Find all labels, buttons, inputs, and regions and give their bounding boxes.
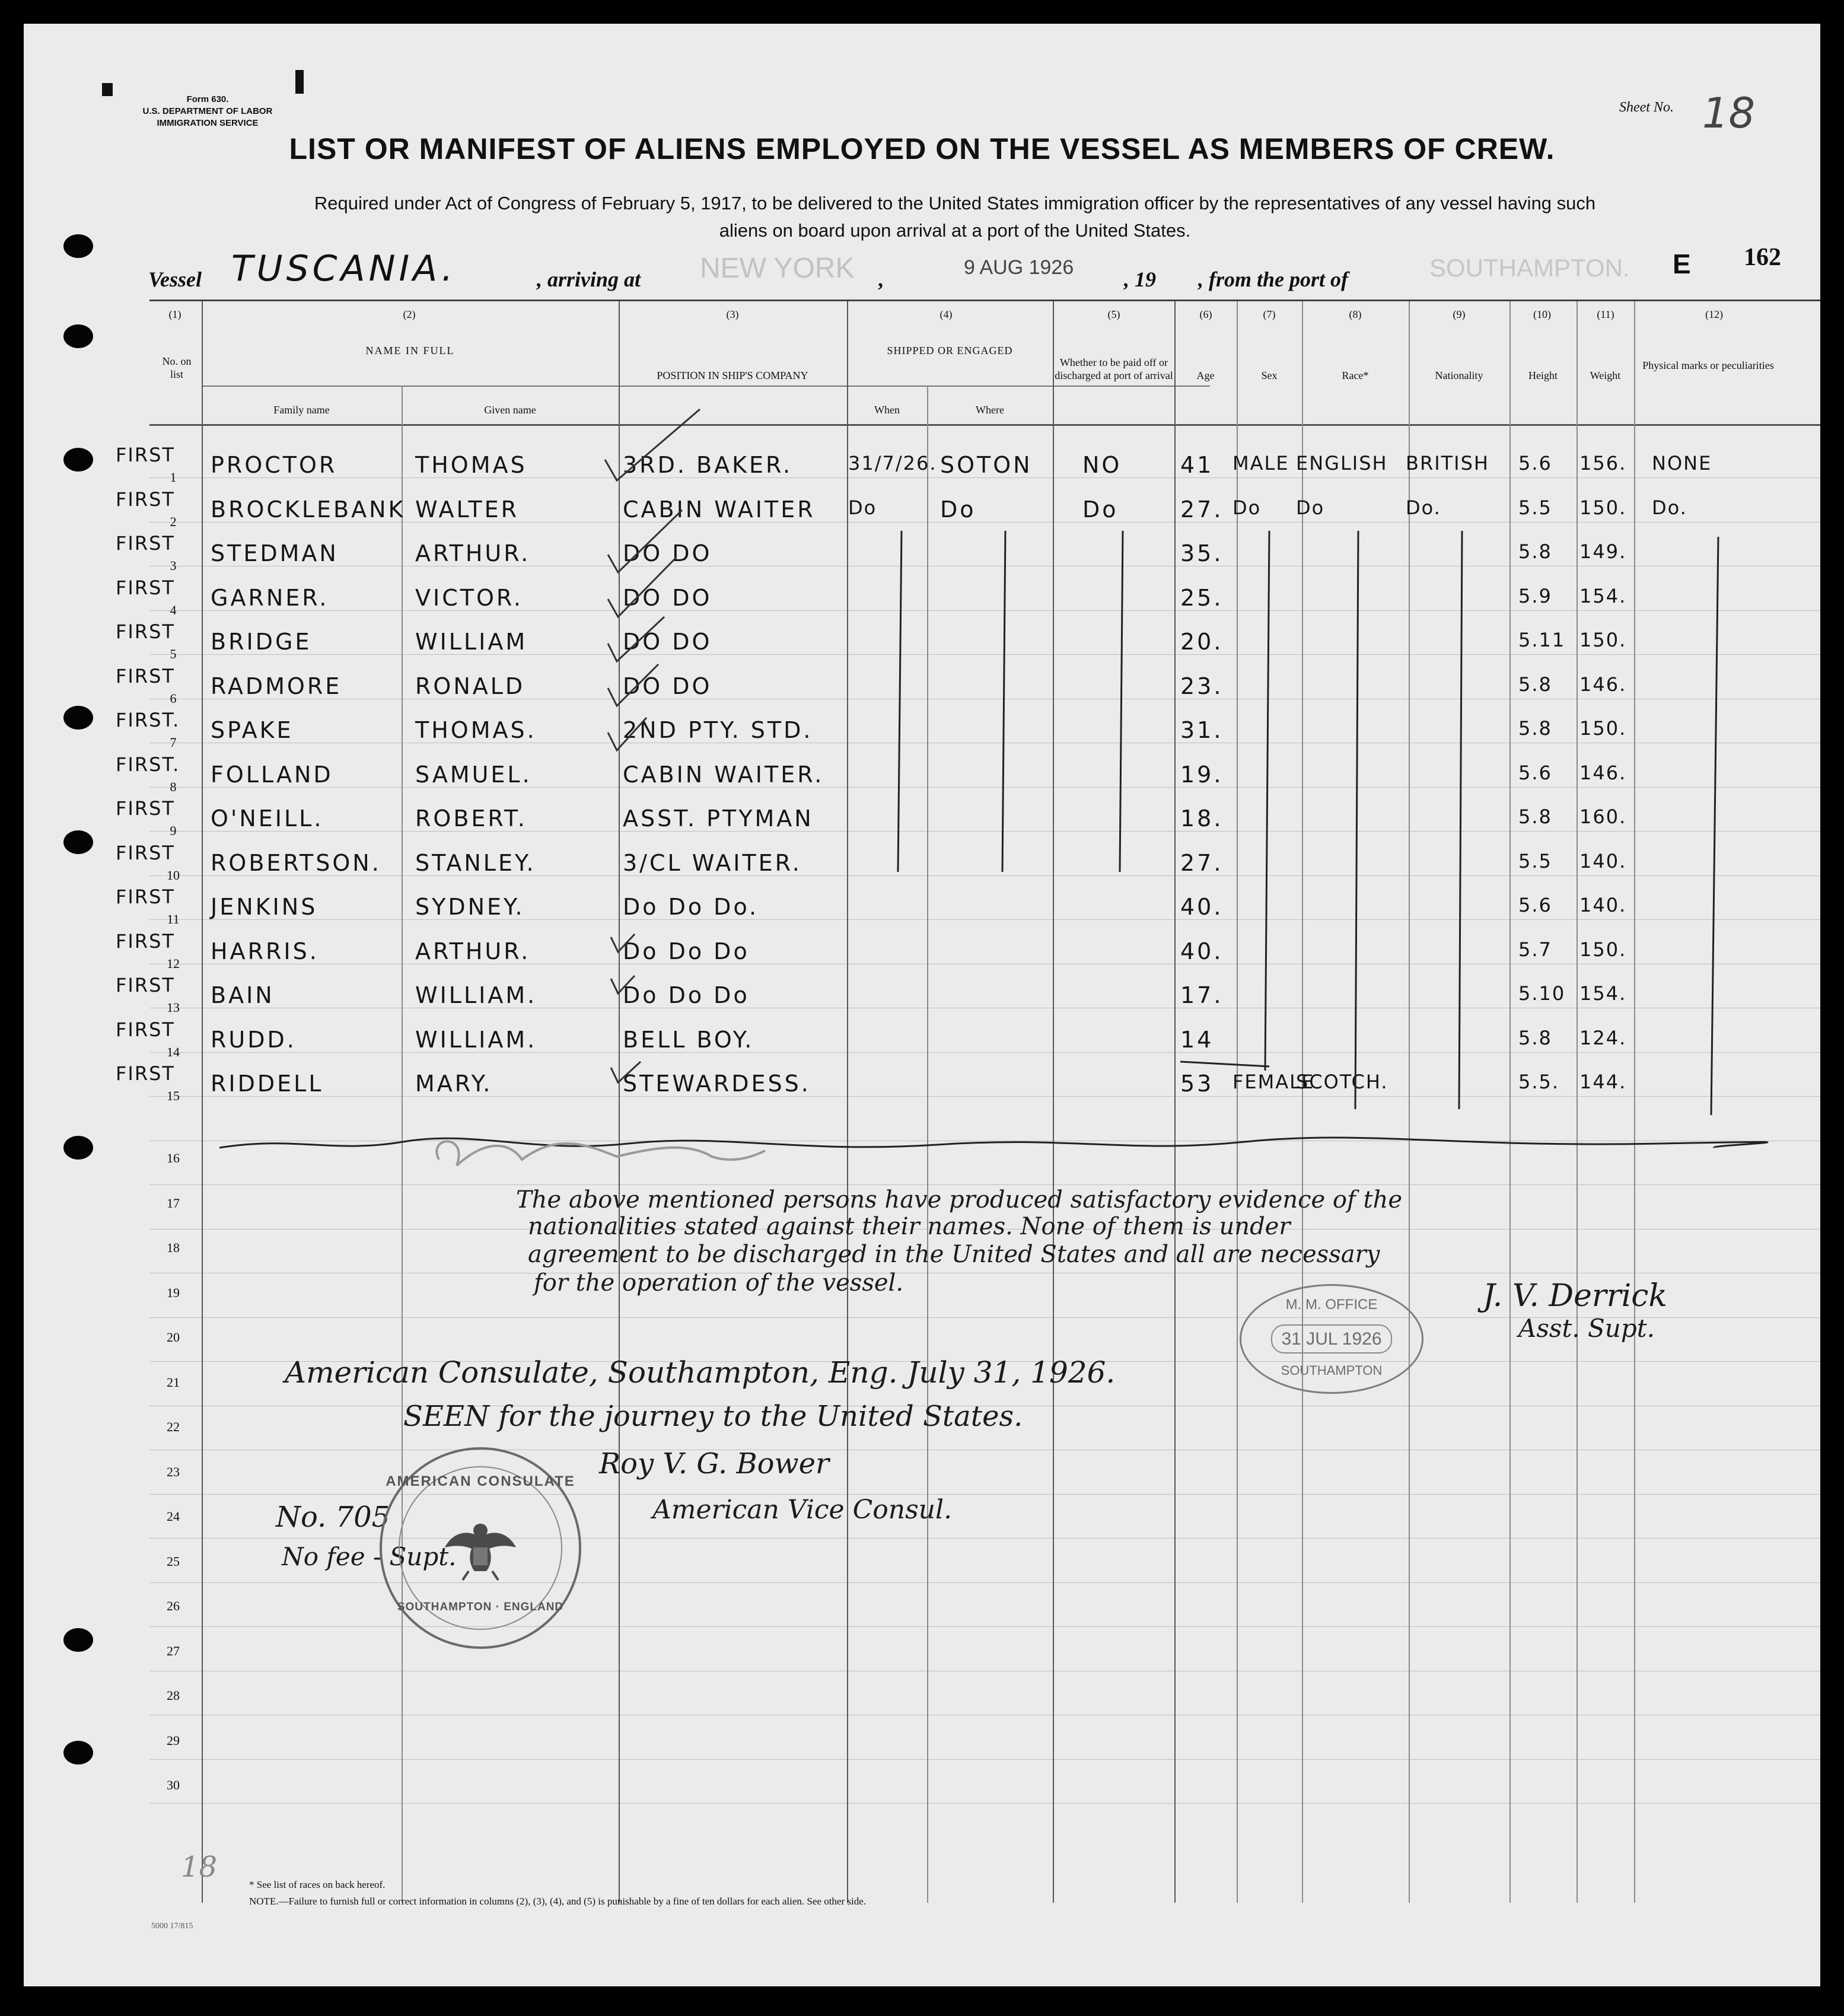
header-race: Race* bbox=[1342, 370, 1369, 381]
weight: 146. bbox=[1579, 673, 1627, 696]
arriving-label: , arriving at bbox=[537, 267, 641, 291]
row-number: 1 bbox=[170, 470, 177, 485]
age: 40. bbox=[1180, 894, 1224, 920]
position: DO DO bbox=[623, 584, 712, 611]
nationality: BRITISH bbox=[1406, 452, 1489, 474]
sex: FEMALE bbox=[1232, 1071, 1315, 1093]
height: 5.11 bbox=[1518, 629, 1566, 651]
age: 31. bbox=[1180, 717, 1224, 743]
weight: 150. bbox=[1579, 629, 1627, 651]
position: CABIN WAITER bbox=[623, 496, 816, 523]
family-name: O'NEILL. bbox=[211, 805, 324, 832]
age: 40. bbox=[1180, 938, 1224, 964]
height: 5.8 bbox=[1518, 540, 1552, 563]
sheet-number-label: Sheet No. bbox=[1619, 100, 1674, 115]
position: Do Do Do. bbox=[623, 894, 759, 920]
superintendent-signature: J. V. Derrick bbox=[1483, 1278, 1667, 1314]
position: DO DO bbox=[623, 540, 712, 566]
position: 3RD. BAKER. bbox=[623, 452, 793, 478]
family-name: JENKINS bbox=[211, 894, 318, 920]
family-name: BROCKLEBANK bbox=[211, 496, 406, 523]
office-stamp-top: M. M. OFFICE bbox=[1285, 1297, 1378, 1313]
given-name: MARY. bbox=[415, 1071, 493, 1097]
declaration-line: The above mentioned persons have produced satisfactory evidence of the bbox=[516, 1186, 1403, 1214]
header-paid-off: Whether to be paid off or discharged at port of arrival bbox=[1055, 356, 1173, 381]
age: 27. bbox=[1180, 849, 1224, 876]
empty-row-number: 26 bbox=[167, 1598, 180, 1613]
given-name: ROBERT. bbox=[415, 805, 527, 832]
empty-row-number: 23 bbox=[167, 1464, 180, 1479]
header-position: POSITION IN SHIP'S COMPANY bbox=[657, 370, 808, 381]
column-number: (11) bbox=[1597, 308, 1614, 320]
from-port-label: , from the port of bbox=[1198, 267, 1349, 291]
column-number: (7) bbox=[1263, 308, 1276, 320]
list-code: E bbox=[1673, 249, 1691, 279]
department: U.S. DEPARTMENT OF LABOR bbox=[142, 106, 273, 116]
row-number: 7 bbox=[170, 735, 177, 750]
consulate-line: American Consulate, Southampton, Eng. July 31, 1926. bbox=[285, 1355, 1116, 1390]
weight: 149. bbox=[1579, 540, 1627, 563]
family-name: FOLLAND bbox=[211, 761, 333, 788]
empty-row-number: 25 bbox=[167, 1553, 180, 1569]
paid-off: Do bbox=[1082, 496, 1119, 523]
height: 5.8 bbox=[1518, 1026, 1552, 1049]
weight: 156. bbox=[1579, 452, 1627, 474]
office-stamp-date: 31 JUL 1926 bbox=[1271, 1324, 1392, 1353]
empty-row-number: 21 bbox=[167, 1374, 180, 1390]
weight: 146. bbox=[1579, 761, 1627, 784]
weight: 160. bbox=[1579, 805, 1627, 828]
empty-row-number: 16 bbox=[167, 1151, 180, 1165]
column-number: (1) bbox=[168, 308, 181, 320]
row-number: 2 bbox=[170, 514, 177, 529]
header-name-in-full: NAME IN FULL bbox=[365, 345, 455, 356]
family-name: RUDD. bbox=[211, 1026, 297, 1053]
weight: 150. bbox=[1579, 496, 1627, 519]
header-family-name: Family name bbox=[273, 404, 330, 416]
print-code: 5000 17/815 bbox=[151, 1922, 193, 1931]
row-class-marker: FIRST bbox=[116, 620, 175, 643]
subtitle-line: aliens on board upon arrival at a port of the United States. bbox=[719, 220, 1191, 241]
empty-row-number: 24 bbox=[167, 1509, 180, 1524]
age: 35. bbox=[1180, 540, 1224, 566]
sex: Do bbox=[1232, 496, 1262, 519]
position: DO DO bbox=[623, 629, 712, 655]
given-name: RONALD bbox=[415, 673, 526, 699]
row-class-marker: FIRST. bbox=[116, 753, 180, 776]
given-name: STANLEY. bbox=[415, 849, 536, 876]
height: 5.10 bbox=[1518, 982, 1566, 1005]
list-number: 162 bbox=[1744, 244, 1781, 271]
row-number: 13 bbox=[167, 1000, 180, 1015]
penalty-note: NOTE.—Failure to furnish full or correct information in columns (2), (3), (4), and (5) is punishable by a fine of ten dollars for each alien. See other side. bbox=[249, 1896, 867, 1907]
arriving-port: NEW YORK bbox=[700, 253, 855, 284]
row-class-marker: FIRST. bbox=[116, 709, 180, 731]
race-footnote: * See list of races on back hereof. bbox=[249, 1879, 386, 1890]
given-name: THOMAS bbox=[415, 452, 527, 478]
eagle-icon bbox=[439, 1512, 522, 1583]
row-number: 15 bbox=[167, 1088, 180, 1103]
header-given-name: Given name bbox=[484, 404, 536, 416]
form-number: Form 630. bbox=[186, 94, 229, 104]
age: 19. bbox=[1180, 761, 1224, 788]
position: 2ND PTY. STD. bbox=[623, 717, 813, 743]
height: 5.8 bbox=[1518, 805, 1552, 828]
weight: 150. bbox=[1579, 938, 1627, 961]
height: 5.6 bbox=[1518, 761, 1552, 784]
row-number: 3 bbox=[170, 558, 177, 573]
header-age: Age bbox=[1196, 370, 1215, 381]
row-class-marker: FIRST bbox=[116, 1018, 175, 1041]
subtitle-line: Required under Act of Congress of February 5, 1917, to be delivered to the United States immigration officer by the representatives of any vessel having such bbox=[314, 193, 1596, 214]
seen-line: SEEN for the journey to the United States. bbox=[403, 1400, 1023, 1433]
superintendent-title: Asst. Supt. bbox=[1518, 1314, 1655, 1343]
family-name: PROCTOR bbox=[211, 452, 337, 478]
column-number: (12) bbox=[1705, 308, 1723, 320]
weight: 154. bbox=[1579, 982, 1627, 1005]
weight: 154. bbox=[1579, 584, 1627, 607]
row-class-marker: FIRST bbox=[116, 974, 175, 996]
empty-row-number: 18 bbox=[167, 1240, 180, 1255]
given-name: VICTOR. bbox=[415, 584, 523, 611]
shipped-where: SOTON bbox=[940, 452, 1033, 478]
height: 5.6 bbox=[1518, 452, 1552, 474]
empty-row-number: 29 bbox=[167, 1732, 180, 1748]
given-name: THOMAS. bbox=[415, 717, 537, 743]
row-class-marker: FIRST bbox=[116, 576, 175, 599]
weight: 150. bbox=[1579, 717, 1627, 740]
weight: 144. bbox=[1579, 1071, 1627, 1093]
row-number: 8 bbox=[170, 779, 177, 794]
age: 14 bbox=[1180, 1026, 1214, 1053]
position: DO DO bbox=[623, 673, 712, 699]
position: ASST. PTYMAN bbox=[623, 805, 814, 832]
declaration-line: agreement to be discharged in the United States and all are necessary bbox=[528, 1241, 1380, 1268]
family-name: SPAKE bbox=[211, 717, 294, 743]
height: 5.5 bbox=[1518, 496, 1552, 519]
shipped-when: 31/7/26. bbox=[848, 452, 937, 474]
seal-text: AMERICAN CONSULATE bbox=[386, 1473, 575, 1489]
height: 5.9 bbox=[1518, 584, 1552, 607]
age: 27. bbox=[1180, 496, 1224, 523]
office-stamp bbox=[1240, 1284, 1423, 1394]
race: SCOTCH. bbox=[1296, 1071, 1388, 1093]
vessel-label: Vessel bbox=[148, 267, 202, 291]
fee-note: No fee - Supt. bbox=[282, 1542, 457, 1571]
comma: , bbox=[878, 267, 883, 291]
row-class-marker: FIRST bbox=[116, 797, 175, 820]
height: 5.7 bbox=[1518, 938, 1552, 961]
scan-border bbox=[0, 1986, 1844, 2016]
column-number: (4) bbox=[939, 308, 953, 320]
family-name: GARNER. bbox=[211, 584, 329, 611]
family-name: BRIDGE bbox=[211, 629, 312, 655]
paid-off: NO bbox=[1082, 452, 1122, 478]
empty-row-number: 17 bbox=[167, 1195, 180, 1211]
row-class-marker: FIRST bbox=[116, 886, 175, 908]
position: BELL BOY. bbox=[623, 1026, 754, 1053]
row-class-marker: FIRST bbox=[116, 929, 175, 953]
year-label: , 19 bbox=[1124, 267, 1156, 291]
header-weight: Weight bbox=[1590, 370, 1621, 381]
height: 5.5. bbox=[1518, 1071, 1560, 1093]
header-physical-marks: Physical marks or peculiarities bbox=[1642, 359, 1774, 371]
row-number: 12 bbox=[167, 956, 180, 971]
scan-border bbox=[0, 0, 24, 2016]
declaration-line: nationalities stated against their names. None of them is under bbox=[528, 1213, 1291, 1240]
header-no-on-list: No. on list bbox=[162, 355, 192, 380]
nationality: Do. bbox=[1406, 496, 1441, 519]
physical-marks: Do. bbox=[1652, 496, 1687, 519]
column-number: (9) bbox=[1453, 308, 1466, 320]
header-sex: Sex bbox=[1261, 370, 1278, 381]
empty-row-number: 30 bbox=[167, 1778, 180, 1792]
empty-row-number: 20 bbox=[167, 1330, 180, 1345]
age: 17. bbox=[1180, 982, 1224, 1008]
seal-place: SOUTHAMPTON · ENGLAND bbox=[397, 1601, 564, 1613]
header-when: When bbox=[874, 404, 900, 416]
empty-row-number: 28 bbox=[167, 1688, 180, 1703]
row-number: 6 bbox=[170, 690, 177, 706]
given-name: ARTHUR. bbox=[415, 540, 531, 566]
weight: 124. bbox=[1579, 1026, 1627, 1049]
position: 3/CL WAITER. bbox=[623, 849, 802, 876]
consulate-seal bbox=[380, 1447, 581, 1649]
from-port: SOUTHAMPTON. bbox=[1429, 254, 1630, 282]
height: 5.8 bbox=[1518, 717, 1552, 740]
vessel-name: TUSCANIA. bbox=[231, 248, 457, 289]
family-name: BAIN bbox=[211, 982, 275, 1008]
given-name: SYDNEY. bbox=[415, 894, 525, 920]
age: 23. bbox=[1180, 673, 1224, 699]
fee-number: No. 705 bbox=[276, 1501, 390, 1534]
given-name: SAMUEL. bbox=[415, 761, 532, 788]
row-number: 14 bbox=[167, 1044, 180, 1059]
consul-signature: Roy V. G. Bower bbox=[599, 1447, 829, 1480]
row-number: 4 bbox=[170, 602, 177, 617]
family-name: ROBERTSON. bbox=[211, 849, 381, 876]
empty-row-number: 22 bbox=[167, 1419, 180, 1434]
empty-row-number: 27 bbox=[167, 1643, 180, 1658]
column-number: (8) bbox=[1349, 308, 1362, 320]
shipped-where: Do bbox=[940, 496, 976, 523]
empty-row-number: 19 bbox=[167, 1285, 180, 1300]
given-name: ARTHUR. bbox=[415, 938, 531, 964]
family-name: RADMORE bbox=[211, 673, 342, 699]
row-number: 11 bbox=[167, 912, 180, 926]
column-number: (6) bbox=[1199, 308, 1212, 320]
service: IMMIGRATION SERVICE bbox=[157, 118, 259, 128]
position: CABIN WAITER. bbox=[623, 761, 824, 788]
race: Do bbox=[1296, 496, 1325, 519]
age: 25. bbox=[1180, 584, 1224, 611]
scan-border bbox=[0, 0, 1844, 24]
sex: MALE bbox=[1232, 452, 1289, 474]
family-name: RIDDELL bbox=[211, 1071, 324, 1097]
declaration-line: for the operation of the vessel. bbox=[534, 1269, 904, 1297]
row-class-marker: FIRST bbox=[116, 664, 175, 687]
age: 20. bbox=[1180, 629, 1224, 655]
column-number: (10) bbox=[1533, 308, 1551, 320]
row-class-marker: FIRST bbox=[116, 532, 175, 555]
race: ENGLISH bbox=[1296, 452, 1388, 474]
row-number: 9 bbox=[170, 823, 177, 838]
row-class-marker: FIRST bbox=[116, 1062, 175, 1085]
manifest-title: LIST OR MANIFEST OF ALIENS EMPLOYED ON THE VESSEL AS MEMBERS OF CREW. bbox=[289, 132, 1555, 165]
office-stamp-bottom: SOUTHAMPTON bbox=[1281, 1363, 1383, 1378]
row-class-marker: FIRST bbox=[116, 488, 175, 511]
given-name: WALTER bbox=[415, 496, 520, 523]
arrival-date-stamp: 9 AUG 1926 bbox=[964, 256, 1074, 279]
margin-number: 18 bbox=[181, 1851, 218, 1884]
age: 18. bbox=[1180, 805, 1224, 832]
given-name: WILLIAM. bbox=[415, 982, 537, 1008]
given-name: WILLIAM bbox=[415, 629, 528, 655]
scan-border bbox=[1820, 0, 1844, 2016]
column-number: (2) bbox=[403, 308, 416, 320]
position: STEWARDESS. bbox=[623, 1071, 811, 1097]
position: Do Do Do bbox=[623, 982, 750, 1008]
shipped-when: Do bbox=[848, 496, 877, 519]
header-nationality: Nationality bbox=[1435, 370, 1483, 381]
sheet-number-value: 18 bbox=[1702, 89, 1756, 138]
weight: 140. bbox=[1579, 849, 1627, 872]
row-class-marker: FIRST bbox=[116, 444, 175, 466]
family-name: HARRIS. bbox=[211, 938, 319, 964]
row-number: 5 bbox=[170, 646, 177, 661]
height: 5.5 bbox=[1518, 849, 1552, 872]
height: 5.8 bbox=[1518, 673, 1552, 696]
header-height: Height bbox=[1528, 370, 1558, 381]
family-name: STEDMAN bbox=[211, 540, 339, 566]
column-number: (5) bbox=[1107, 308, 1120, 320]
consul-title: American Vice Consul. bbox=[652, 1495, 953, 1525]
header-shipped-engaged: SHIPPED OR ENGAGED bbox=[887, 345, 1013, 356]
weight: 140. bbox=[1579, 894, 1627, 916]
age: 53 bbox=[1180, 1071, 1214, 1097]
position: Do Do Do bbox=[623, 938, 750, 964]
row-class-marker: FIRST bbox=[116, 841, 175, 864]
column-number: (3) bbox=[726, 308, 739, 320]
age: 41 bbox=[1180, 452, 1214, 478]
row-number: 10 bbox=[167, 867, 180, 883]
height: 5.6 bbox=[1518, 894, 1552, 916]
given-name: WILLIAM. bbox=[415, 1026, 537, 1053]
header-where: Where bbox=[976, 404, 1004, 416]
physical-marks: NONE bbox=[1652, 452, 1712, 474]
